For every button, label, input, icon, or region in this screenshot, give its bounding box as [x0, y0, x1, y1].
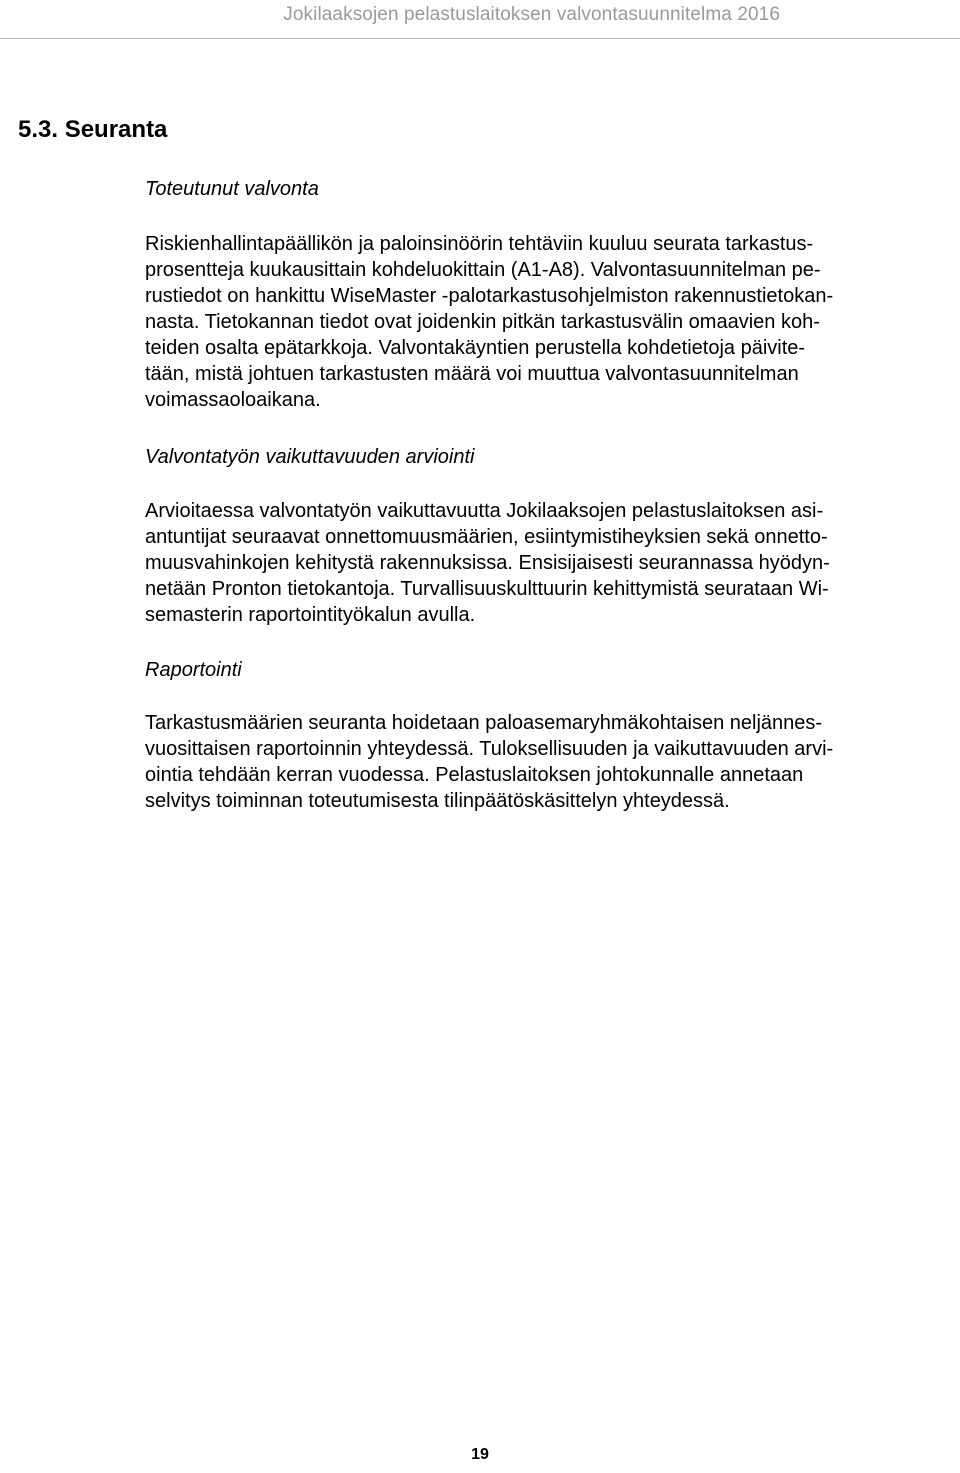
text-line: Tarkastusmäärien seuranta hoidetaan paloasemaryhmäkohtaisen neljännes-	[145, 712, 823, 734]
text-line: rustiedot on hankittu WiseMaster -palotarkastusohjelmiston rakennustietokan-	[145, 285, 834, 307]
section-title: 5.3. Seuranta	[18, 116, 168, 143]
text-line: voimassaoloaikana.	[145, 389, 321, 411]
page-number: 19	[471, 1446, 489, 1463]
text-line: Arvioitaessa valvontatyön vaikuttavuutta Jokilaaksojen pelastuslaitoksen asi-	[145, 500, 824, 522]
running-header: Jokilaaksojen pelastuslaitoksen valvontasuunnitelma 2016	[283, 4, 780, 25]
text-line: vuosittaisen raportoinnin yhteydessä. Tuloksellisuuden ja vaikuttavuuden arvi-	[145, 738, 834, 760]
paragraph-toteutunut-valvonta	[145, 231, 935, 413]
text-line: selvitys toiminnan toteutumisesta tilinpäätöskäsittelyn yhteydessä.	[145, 790, 730, 812]
subheading-vaikuttavuuden-arviointi: Valvontatyön vaikuttavuuden arviointi	[145, 446, 475, 468]
text-line: netään Pronton tietokantoja. Turvallisuuskulttuurin kehittymistä seurataan Wi-	[145, 578, 829, 600]
text-line: teiden osalta epätarkkoja. Valvontakäyntien perustella kohdetietoja päivite-	[145, 337, 806, 359]
text-line: muusvahinkojen kehitystä rakennuksissa. Ensisijaisesti seurannassa hyödyn-	[145, 552, 830, 574]
text-line: nasta. Tietokannan tiedot ovat joidenkin pitkän tarkastusvälin omaavien koh-	[145, 311, 820, 333]
subheading-toteutunut-valvonta: Toteutunut valvonta	[145, 178, 319, 200]
text-line: semasterin raportointityökalun avulla.	[145, 604, 476, 626]
text-line: prosentteja kuukausittain kohdeluokittain (A1-A8). Valvontasuunnitelman pe-	[145, 259, 821, 281]
paragraph-raportointi	[145, 710, 935, 814]
subheading-raportointi: Raportointi	[145, 659, 242, 681]
paragraph-vaikuttavuuden-arviointi	[145, 498, 935, 628]
header-divider	[0, 38, 960, 39]
text-line: antuntijat seuraavat onnettomuusmäärien, esiintymistiheyksien sekä onnetto-	[145, 526, 828, 548]
text-line: tään, mistä johtuen tarkastusten määrä voi muuttua valvontasuunnitelman	[145, 363, 799, 385]
text-line: ointia tehdään kerran vuodessa. Pelastuslaitoksen johtokunnalle annetaan	[145, 764, 804, 786]
text-line: Riskienhallintapäällikön ja paloinsinöörin tehtäviin kuuluu seurata tarkastus-	[145, 233, 814, 255]
